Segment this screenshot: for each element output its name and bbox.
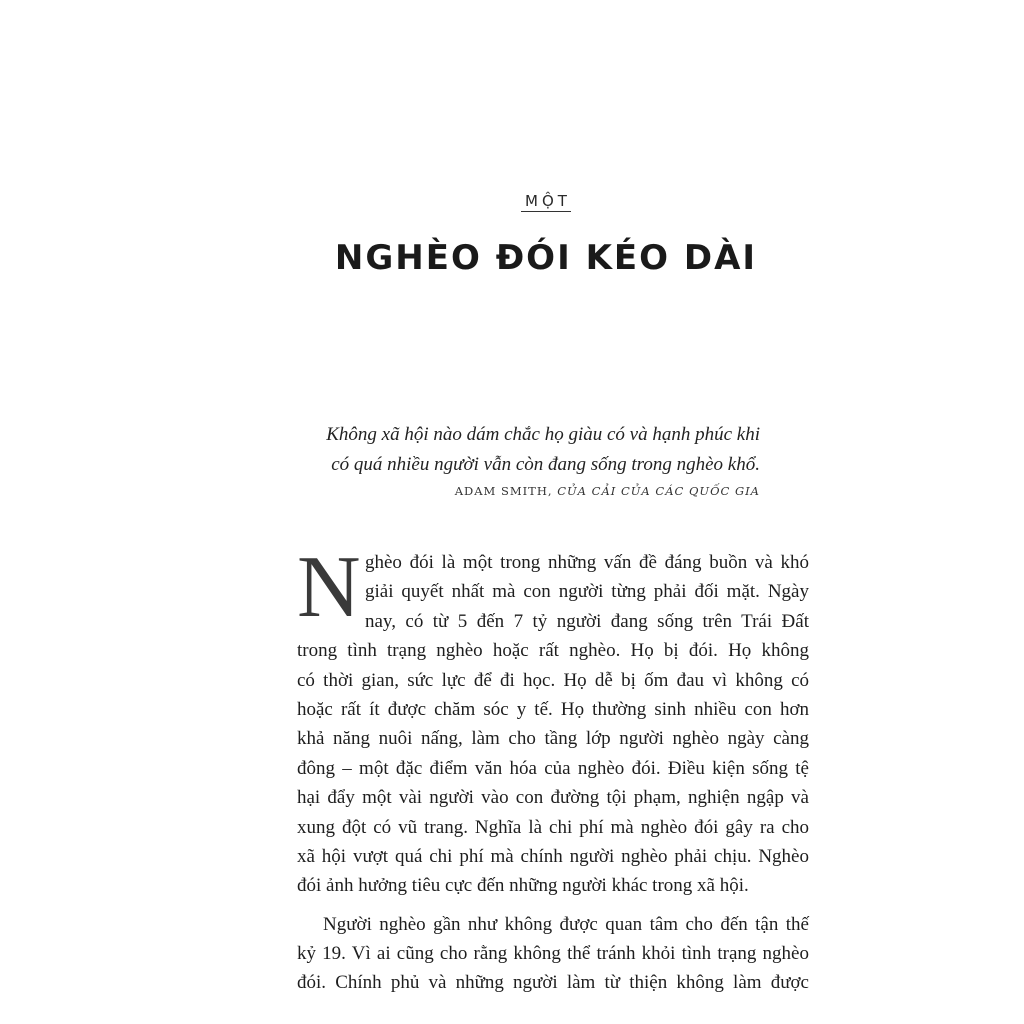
text-line: nay, có từ 5 đến 7 tỷ người đang sống trên Trái Đất xyxy=(365,610,809,632)
text-line: kỷ 19. Vì ai cũng cho rằng không thể tránh khỏi tình trạng nghèo xyxy=(297,943,809,965)
epigraph-work-title: CỦA CẢI CỦA CÁC QUỐC GIA xyxy=(557,484,760,498)
epigraph xyxy=(320,420,760,498)
text-line: xã hội vượt quá chi phí mà chính người nghèo phải chịu. Nghèo xyxy=(297,845,809,867)
epigraph-author: ADAM SMITH, xyxy=(454,484,553,498)
epigraph-source xyxy=(320,484,760,498)
text-line: đói. Chính phủ và những người làm từ thiện không làm được xyxy=(297,972,809,994)
paragraph xyxy=(297,910,809,998)
chapter-number-label: MỘT xyxy=(521,192,571,212)
paragraph xyxy=(297,539,809,901)
text-line: giải quyết nhất mà con người từng phải đối mặt. Ngày xyxy=(365,581,809,603)
drop-cap: N xyxy=(297,539,361,636)
text-line: khả năng nuôi nấng, làm cho tầng lớp người nghèo ngày càng xyxy=(297,728,809,750)
text-line: hoặc rất ít được chăm sóc y tế. Họ thường sinh nhiều con hơn xyxy=(297,698,809,720)
text-line: Người nghèo gần như không được quan tâm cho đến tận thế xyxy=(323,913,809,935)
text-line: xung đột có vũ trang. Nghĩa là chi phí mà nghèo đói gây ra cho xyxy=(297,816,809,838)
text-line: đói ảnh hưởng tiêu cực đến những người khác trong xã hội. xyxy=(297,875,749,897)
text-line: có thời gian, sức lực để đi học. Họ dễ bị ốm đau vì không có xyxy=(297,669,809,691)
chapter-number xyxy=(0,192,1024,212)
epigraph-line: có quá nhiều người vẫn còn đang sống trong nghèo khổ. xyxy=(331,454,760,475)
text-line: hại đẩy một vài người vào con đường tội phạm, nghiện ngập và xyxy=(297,787,809,809)
text-line: đông – một đặc điểm văn hóa của nghèo đói. Điều kiện sống tệ xyxy=(297,757,809,779)
chapter-title: NGHÈO ĐÓI KÉO DÀI xyxy=(334,238,758,278)
text-line: ghèo đói là một trong những vấn đề đáng buồn và khó xyxy=(365,552,809,573)
epigraph-line: Không xã hội nào dám chắc họ giàu có và hạnh phúc khi xyxy=(326,424,760,445)
body-text xyxy=(297,539,809,998)
text-line: trong tình trạng nghèo hoặc rất nghèo. Họ bị đói. Họ không xyxy=(297,640,809,662)
